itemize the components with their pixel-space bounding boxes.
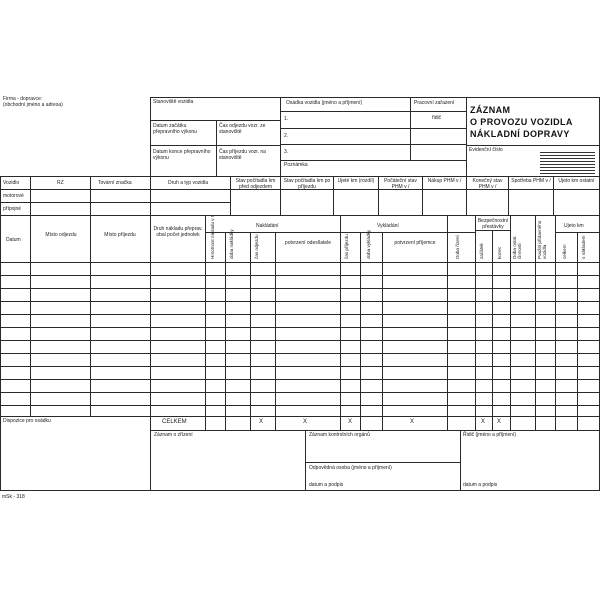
header-line xyxy=(280,160,466,161)
table-col-divider xyxy=(492,230,493,430)
header-line xyxy=(280,128,466,129)
table-col-divider xyxy=(275,232,276,430)
datum-zacatku-label: Datum začátku přepravního výkonu xyxy=(153,123,197,135)
table-col-divider xyxy=(225,232,226,430)
header-line xyxy=(150,145,280,146)
x-mark: X xyxy=(259,419,264,425)
dispozice-label: Dispozice pro osádku xyxy=(3,418,51,424)
ridic-jmeno-label: Řidič (jméno a příjmení) xyxy=(463,432,517,438)
pracovni-zarazeni-label: Pracovní zařazení xyxy=(414,100,455,106)
rz-label: RZ xyxy=(57,180,64,186)
konec-header: konec xyxy=(497,246,502,259)
druh-typ-label: Druh a typ vozidla xyxy=(168,180,209,186)
druh-nakladu-header: Druh nákladu přeprav. obal počet jednotek xyxy=(153,226,203,238)
vykladani-header: Vykládání xyxy=(377,223,399,229)
footer-line xyxy=(305,462,460,463)
header-line xyxy=(150,120,280,121)
doba-rizeni-header: Doba řízení xyxy=(455,235,460,259)
pouziti-pridavneho-header: Použití přídavného vozidla xyxy=(537,220,547,259)
evidencni-cislo-hatch xyxy=(540,152,595,176)
table-col-divider xyxy=(150,215,151,490)
table-col-divider xyxy=(340,215,341,430)
table-col-divider xyxy=(555,215,556,430)
table-col-divider xyxy=(205,215,206,430)
s-nakladem-header: s nákladem xyxy=(581,235,586,259)
title-line-1: ZÁZNAM xyxy=(470,105,511,115)
vehicle-divider xyxy=(150,176,151,215)
vehicle-divider xyxy=(90,176,91,215)
evidencni-cislo-label: Evidenční číslo xyxy=(469,147,503,153)
cas-prijezdu-label: Čas příjezdu vozr. na stanoviště xyxy=(219,149,266,161)
doba-nakladky-header: doba nakládky xyxy=(229,229,234,259)
tovarni-znacka-label: Tovární značka xyxy=(98,180,132,186)
celkem-col-header: celkem xyxy=(562,244,567,259)
table-col-divider xyxy=(382,232,383,430)
table-col-divider xyxy=(250,232,251,430)
nakup-label: Nákup PHM v / xyxy=(427,178,462,184)
doba-vykladky-header: doba vykládky xyxy=(366,229,371,259)
header-divider xyxy=(150,97,151,176)
vehicle-line xyxy=(0,202,230,203)
table-col-divider xyxy=(360,232,361,430)
datum-header: Datum xyxy=(6,237,21,243)
stav-prijezd-label: Stav počítadla km po příjezdu xyxy=(283,178,331,190)
header-line xyxy=(280,111,466,112)
company-label: Firma - dopravce: xyxy=(3,96,43,102)
bezpecnostni-prestavky-header: Bezpečnostní přestávky xyxy=(477,218,509,230)
zaznam-kontrolnich-label: Záznam kontrolních orgánů xyxy=(309,432,370,438)
odpovedna-osoba-label: Odpovědná osoba (jméno a příjmení) xyxy=(309,465,392,471)
table-col-divider xyxy=(447,215,448,430)
table-col-divider xyxy=(535,215,536,430)
header-divider xyxy=(280,97,281,176)
form-code: mSk - 318 xyxy=(2,494,25,500)
x-mark: X xyxy=(303,419,308,425)
stav-odjezd-label: Stav počítadla km před odjezdem xyxy=(235,178,276,190)
stanoviste-label: Stanoviště vozidla xyxy=(153,99,194,105)
form-left-border xyxy=(0,176,1,490)
konecny-stav-label: Konečný stav PHM v / xyxy=(472,178,503,190)
zacatek-header: začátek xyxy=(479,243,484,259)
vozidlo-label: Vozidlo xyxy=(3,180,20,186)
header-divider xyxy=(216,120,217,176)
nakladani-header: Nakládání xyxy=(256,223,279,229)
header-line xyxy=(280,144,466,145)
poznamka-label: Poznámka xyxy=(284,162,308,168)
x-mark: X xyxy=(410,419,415,425)
title-line-3: NÁKLADNÍ DOPRAVY xyxy=(470,129,570,139)
cas-odjezdu-header: čas odjezdu xyxy=(254,234,259,259)
pripojne-label: přípojné xyxy=(3,206,22,212)
table-col-divider xyxy=(30,215,31,416)
hmotnost-header: Hmotnost nákladu v t xyxy=(210,215,215,259)
misto-odjezdu-header: Místo odjezdu xyxy=(45,232,77,238)
pocatecni-stav-label: Počáteční stav PHM v / xyxy=(384,178,417,190)
datum-podpis-label: datum a podpis xyxy=(463,482,498,488)
header-top-border xyxy=(150,97,600,98)
header-line xyxy=(466,145,600,146)
crew-number-2: 2. xyxy=(284,133,289,139)
crew-number-3: 3. xyxy=(284,149,289,155)
footer-divider xyxy=(305,430,306,490)
title-line-2: O PROVOZU VOZIDLA xyxy=(470,117,573,127)
table-col-divider xyxy=(475,215,476,430)
x-mark: X xyxy=(497,419,502,425)
ridic-label: řidič xyxy=(432,115,442,121)
ujeto-ostatni-label: Ujeto km ostatní xyxy=(558,178,595,184)
company-sublabel: (obchodní jméno a adresa) xyxy=(3,102,63,108)
table-col-divider xyxy=(510,215,511,430)
footer-divider xyxy=(460,430,461,490)
crew-number-1: 1. xyxy=(284,116,289,122)
potvrzeni-odesilatele-header: potvrzení odesílatele xyxy=(284,240,332,246)
x-mark: X xyxy=(348,419,353,425)
motorove-label: motorové xyxy=(3,193,24,199)
vehicle-divider xyxy=(30,176,31,215)
doba-ostat-header: Doba ostat. činnosti xyxy=(512,235,522,259)
header-divider xyxy=(466,97,467,176)
cas-odjezdu-label: Čas odjezdu vozr. ze stanoviště xyxy=(219,123,266,135)
ujete-km-label: Ujeté km (rozdíl) xyxy=(337,178,375,184)
osadka-label: Osádka vozidla (jméno a příjmení) xyxy=(286,100,363,106)
totals-bottom-line xyxy=(150,430,600,431)
celkem-label: CELKEM xyxy=(162,419,187,425)
table-col-divider xyxy=(577,232,578,430)
cas-prijezdu-header: čas příjezdu xyxy=(344,234,349,259)
spotreba-label: Spotřeba PHM v / xyxy=(511,178,551,184)
form-bottom-border xyxy=(0,490,600,491)
zaznam-o-zrizeni-label: Záznam o zřízení xyxy=(154,432,193,438)
misto-prijezdu-header: Místo příjezdu xyxy=(104,232,136,238)
ujeto-km-header: Ujeto km xyxy=(564,223,584,229)
datum-podpis-label: datum a podpis xyxy=(309,482,344,488)
x-mark: X xyxy=(481,419,486,425)
form-title xyxy=(470,104,573,140)
potvrzeni-prijemce-header: potvrzení příjemce xyxy=(394,240,436,246)
table-col-divider xyxy=(90,215,91,416)
datum-konce-label: Datum konce přepravního výkonu xyxy=(153,149,211,161)
